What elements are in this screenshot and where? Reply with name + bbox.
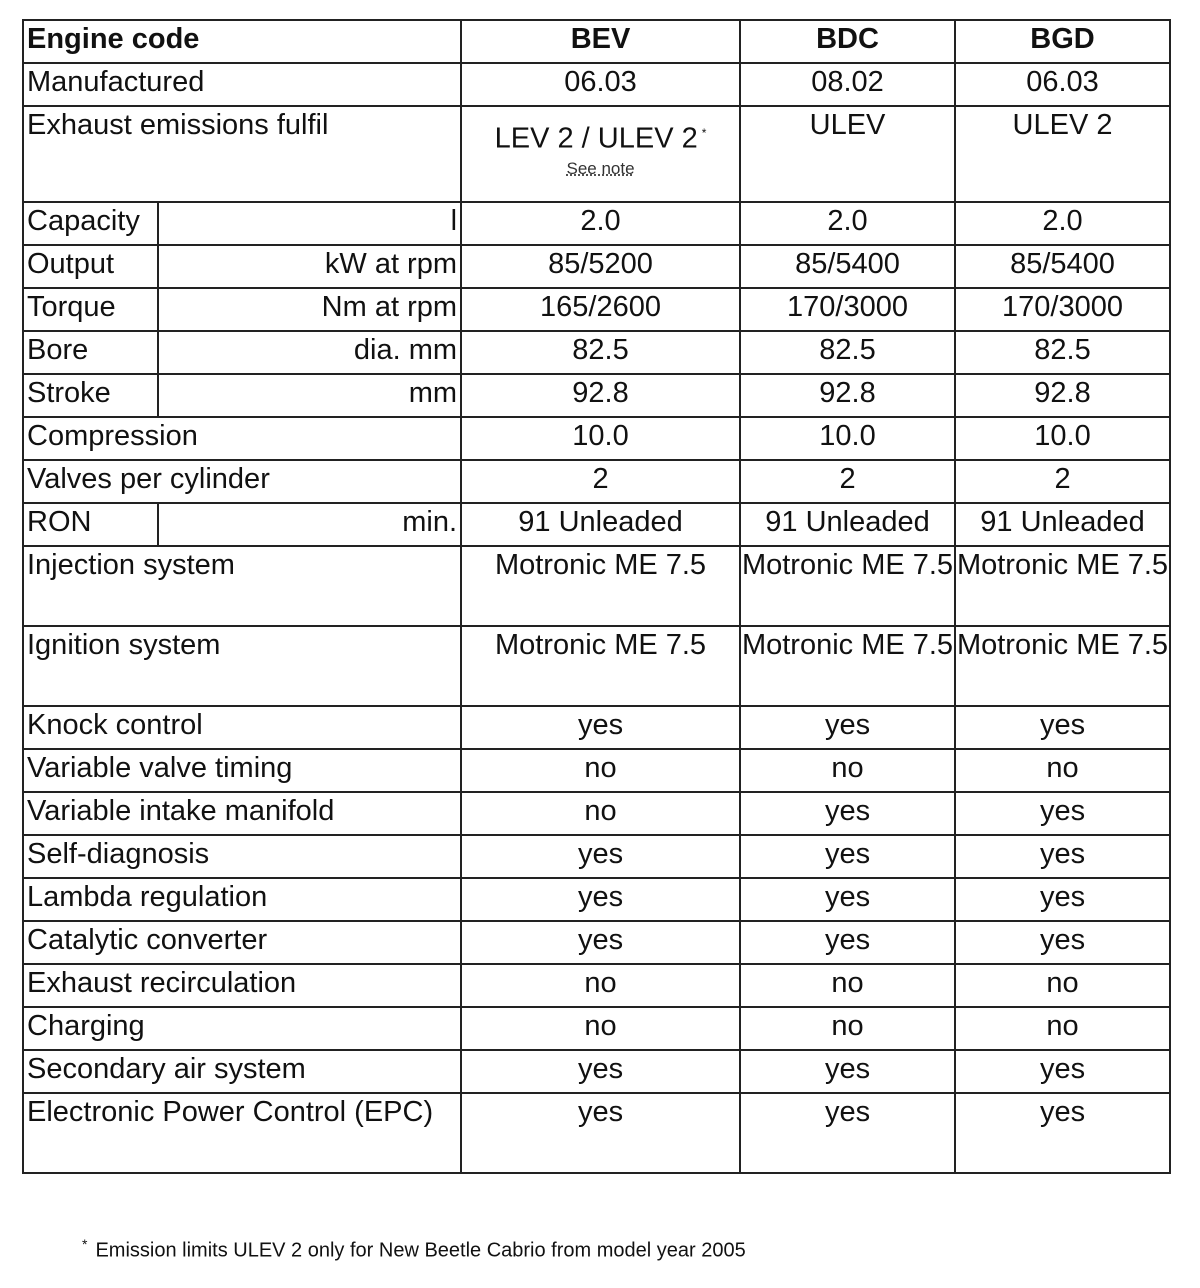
row-label: Variable valve timing [23,749,461,792]
col-bev: BEV [461,20,740,63]
row-output [23,245,1170,288]
cell-bdc: ULEV [740,106,955,202]
cell-bgd: 92.8 [955,374,1170,417]
engine-spec-table [22,19,1171,1174]
cell-bdc: no [740,749,955,792]
cell-bdc: yes [740,1050,955,1093]
row-unit: Nm at rpm [158,288,461,331]
cell-bev: no [461,964,740,1007]
cell-bgd: yes [955,1093,1170,1173]
col-bdc: BDC [740,20,955,63]
row-label: Variable intake manifold [23,792,461,835]
row-label: Torque [23,288,158,331]
cell-bev: 10.0 [461,417,740,460]
cell-bev [461,106,740,202]
cell-bev: yes [461,835,740,878]
footnote [82,1236,746,1263]
cell-bgd: Motronic ME 7.5 [955,546,1170,626]
cell-bdc: 92.8 [740,374,955,417]
cell-bgd: ULEV 2 [955,106,1170,202]
cell-bgd: no [955,964,1170,1007]
cell-bdc: 91 Unleaded [740,503,955,546]
cell-bev: Motronic ME 7.5 [461,546,740,626]
cell-bgd: 2.0 [955,202,1170,245]
cell-bgd: yes [955,792,1170,835]
cell-bev: 06.03 [461,63,740,106]
cell-bev: 165/2600 [461,288,740,331]
row-stroke [23,374,1170,417]
cell-bdc: yes [740,921,955,964]
row-label: Exhaust emissions fulfil [23,106,461,202]
cell-bev: no [461,1007,740,1050]
row-label: Self-diagnosis [23,835,461,878]
cell-bgd: yes [955,706,1170,749]
footnote-asterisk: * [82,1236,88,1252]
cell-bev: no [461,749,740,792]
cell-bgd: yes [955,878,1170,921]
row-label: Output [23,245,158,288]
cell-bev: 2.0 [461,202,740,245]
row-label: Stroke [23,374,158,417]
cell-bdc: 85/5400 [740,245,955,288]
cell-bdc: 2.0 [740,202,955,245]
cell-bgd: 82.5 [955,331,1170,374]
row-catalytic [23,921,1170,964]
cell-bgd: Motronic ME 7.5 [955,626,1170,706]
row-unit: min. [158,503,461,546]
row-charging [23,1007,1170,1050]
row-label: Compression [23,417,461,460]
row-vvt [23,749,1170,792]
row-label: Injection system [23,546,461,626]
row-injection [23,546,1170,626]
cell-bdc: yes [740,1093,955,1173]
emission-asterisk: * [701,126,707,140]
row-unit: l [158,202,461,245]
cell-bev: yes [461,1093,740,1173]
row-label: RON [23,503,158,546]
cell-bdc: yes [740,706,955,749]
cell-bdc: yes [740,835,955,878]
cell-bdc: no [740,964,955,1007]
row-unit: mm [158,374,461,417]
engine-code-label: Engine code [23,20,461,63]
row-label: Knock control [23,706,461,749]
row-label: Capacity [23,202,158,245]
row-valves [23,460,1170,503]
cell-bev: Motronic ME 7.5 [461,626,740,706]
cell-bev: yes [461,1050,740,1093]
cell-bgd: 2 [955,460,1170,503]
header-row [23,20,1170,63]
cell-bev: no [461,792,740,835]
cell-bdc: 2 [740,460,955,503]
cell-bev: 91 Unleaded [461,503,740,546]
row-knock [23,706,1170,749]
row-label: Manufactured [23,63,461,106]
cell-bev: 2 [461,460,740,503]
row-bore [23,331,1170,374]
row-capacity [23,202,1170,245]
cell-bev: 82.5 [461,331,740,374]
cell-bgd: yes [955,1050,1170,1093]
row-vim [23,792,1170,835]
row-label: Charging [23,1007,461,1050]
row-emissions [23,106,1170,202]
row-ignition [23,626,1170,706]
row-label: Exhaust recirculation [23,964,461,1007]
cell-bgd: no [955,749,1170,792]
row-unit: kW at rpm [158,245,461,288]
cell-bdc: 170/3000 [740,288,955,331]
row-label: Bore [23,331,158,374]
cell-bev: yes [461,921,740,964]
cell-bgd: 85/5400 [955,245,1170,288]
footnote-text: Emission limits ULEV 2 only for New Beetle Cabrio from model year 2005 [95,1239,746,1262]
cell-bgd: 06.03 [955,63,1170,106]
cell-bdc: yes [740,878,955,921]
cell-bgd: yes [955,835,1170,878]
row-label: Electronic Power Control (EPC) [23,1093,461,1173]
cell-bdc: Motronic ME 7.5 [740,546,955,626]
row-torque [23,288,1170,331]
row-label: Lambda regulation [23,878,461,921]
row-lambda [23,878,1170,921]
cell-bdc: Motronic ME 7.5 [740,626,955,706]
row-label: Valves per cylinder [23,460,461,503]
col-bgd: BGD [955,20,1170,63]
cell-bdc: yes [740,792,955,835]
row-ron [23,503,1170,546]
row-label: Secondary air system [23,1050,461,1093]
cell-bdc: 10.0 [740,417,955,460]
row-egr [23,964,1170,1007]
row-manufactured [23,63,1170,106]
emissions-bev-value: LEV 2 / ULEV 2 [494,122,698,155]
see-note-link[interactable]: See note [566,158,635,178]
cell-bev: yes [461,706,740,749]
cell-bgd: no [955,1007,1170,1050]
row-label: Catalytic converter [23,921,461,964]
row-unit: dia. mm [158,331,461,374]
cell-bdc: no [740,1007,955,1050]
cell-bgd: 170/3000 [955,288,1170,331]
row-secondary-air [23,1050,1170,1093]
cell-bgd: 91 Unleaded [955,503,1170,546]
cell-bgd: 10.0 [955,417,1170,460]
row-label: Ignition system [23,626,461,706]
row-compression [23,417,1170,460]
cell-bev: yes [461,878,740,921]
cell-bdc: 08.02 [740,63,955,106]
cell-bgd: yes [955,921,1170,964]
cell-bdc: 82.5 [740,331,955,374]
cell-bev: 85/5200 [461,245,740,288]
row-epc [23,1093,1170,1173]
row-selfdiag [23,835,1170,878]
cell-bev: 92.8 [461,374,740,417]
